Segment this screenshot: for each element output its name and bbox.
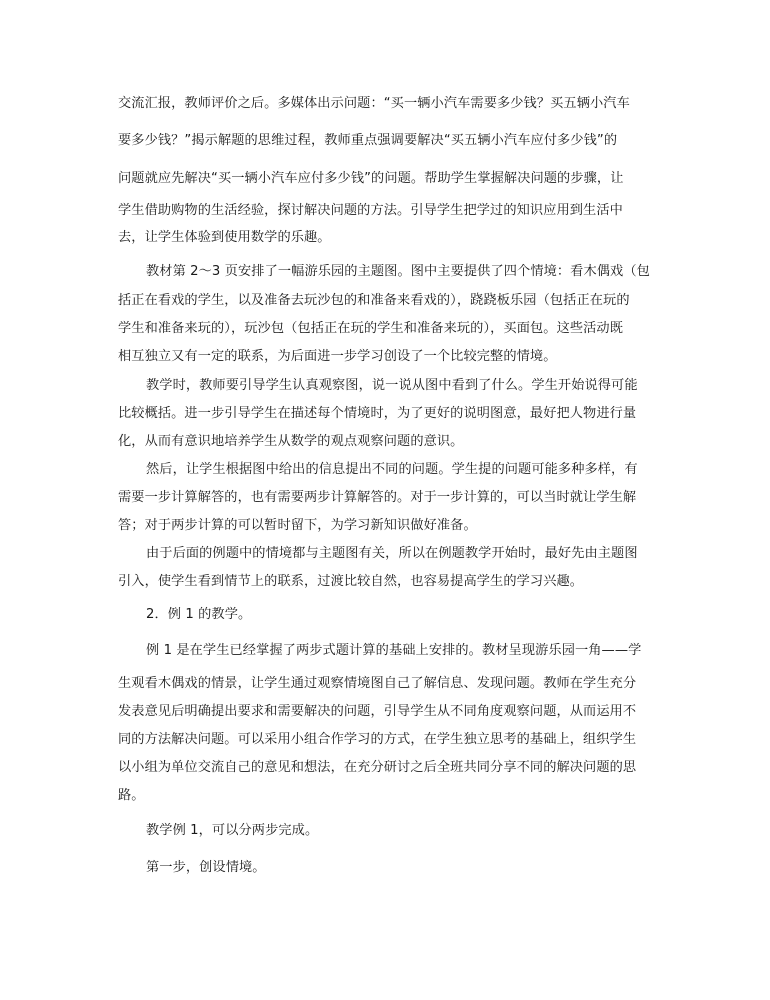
text-line: 生观看木偶戏的情景，让学生通过观察情境图自己了解信息、发现问题。教师在学生充分 <box>118 676 637 691</box>
paragraph-first-line: 教材第 2～3 页安排了一幅游乐园的主题图。图中主要提供了四个情境：看木偶戏（包 <box>146 264 650 279</box>
paragraph-first-line: 例 1 是在学生已经掌握了两步式题计算的基础上安排的。教材呈现游乐园一角——学 <box>146 643 642 658</box>
text-line: 引入，使学生看到情节上的联系，过渡比较自然，也容易提高学生的学习兴趣。 <box>118 574 584 589</box>
text-line: 路。 <box>118 788 145 803</box>
text-line: 去，让学生体验到使用数学的乐趣。 <box>118 230 331 245</box>
paragraph-first-line: 由于后面的例题中的情境都与主题图有关，所以在例题教学开始时，最好先由主题图 <box>146 546 638 561</box>
text-line: 比较概括。进一步引导学生在描述每个情境时，为了更好的说明图意，最好把人物进行量 <box>118 406 637 421</box>
paragraph-first-line: 第一步，创设情境。 <box>146 860 266 875</box>
text-line: 要多少钱？”揭示解题的思维过程，教师重点强调要解决“买五辆小汽车应付多少钱”的 <box>118 133 618 148</box>
text-line: 交流汇报，教师评价之后。多媒体出示问题：“买一辆小汽车需要多少钱？买五辆小汽车 <box>118 96 630 111</box>
text-line: 学生借助购物的生活经验，探讨解决问题的方法。引导学生把学过的知识应用到生活中 <box>118 203 623 218</box>
text-line: 相互独立又有一定的联系，为后面进一步学习创设了一个比较完整的情境。 <box>118 349 557 364</box>
text-line: 需要一步计算解答的，也有需要两步计算解答的。对于一步计算的，可以当时就让学生解 <box>118 490 637 505</box>
paragraph-first-line: 教学例 1，可以分两步完成。 <box>146 823 319 838</box>
paragraph-first-line: 教学时，教师要引导学生认真观察图，说一说从图中看到了什么。学生开始说得可能 <box>146 378 638 393</box>
text-line: 问题就应先解决“买一辆小汽车应付多少钱”的问题。帮助学生掌握解决问题的步骤，让 <box>118 171 624 186</box>
text-line: 学生和准备来玩的），玩沙包（包括正在玩的学生和准备来玩的），买面包。这些活动既 <box>118 321 624 336</box>
text-line: 发表意见后明确提出要求和需要解决的问题，引导学生从不同角度观察问题，从而运用不 <box>118 704 637 719</box>
section-heading: 2．例 1 的教学。 <box>146 607 252 622</box>
text-line: 化，从而有意识地培养学生从数学的观点观察问题的意识。 <box>118 434 464 449</box>
paragraph-first-line: 然后，让学生根据图中给出的信息提出不同的问题。学生提的问题可能多种多样，有 <box>146 462 638 477</box>
text-line: 括正在看戏的学生，以及准备去玩沙包的和准备来看戏的），跷跷板乐园（包括正在玩的 <box>118 293 630 308</box>
text-line: 答；对于两步计算的可以暂时留下，为学习新知识做好准备。 <box>118 518 477 533</box>
text-line: 同的方法解决问题。可以采用小组合作学习的方式，在学生独立思考的基础上，组织学生 <box>118 732 637 747</box>
text-line: 以小组为单位交流自己的意见和想法，在充分研讨之后全班共同分享不同的解决问题的思 <box>118 760 637 775</box>
